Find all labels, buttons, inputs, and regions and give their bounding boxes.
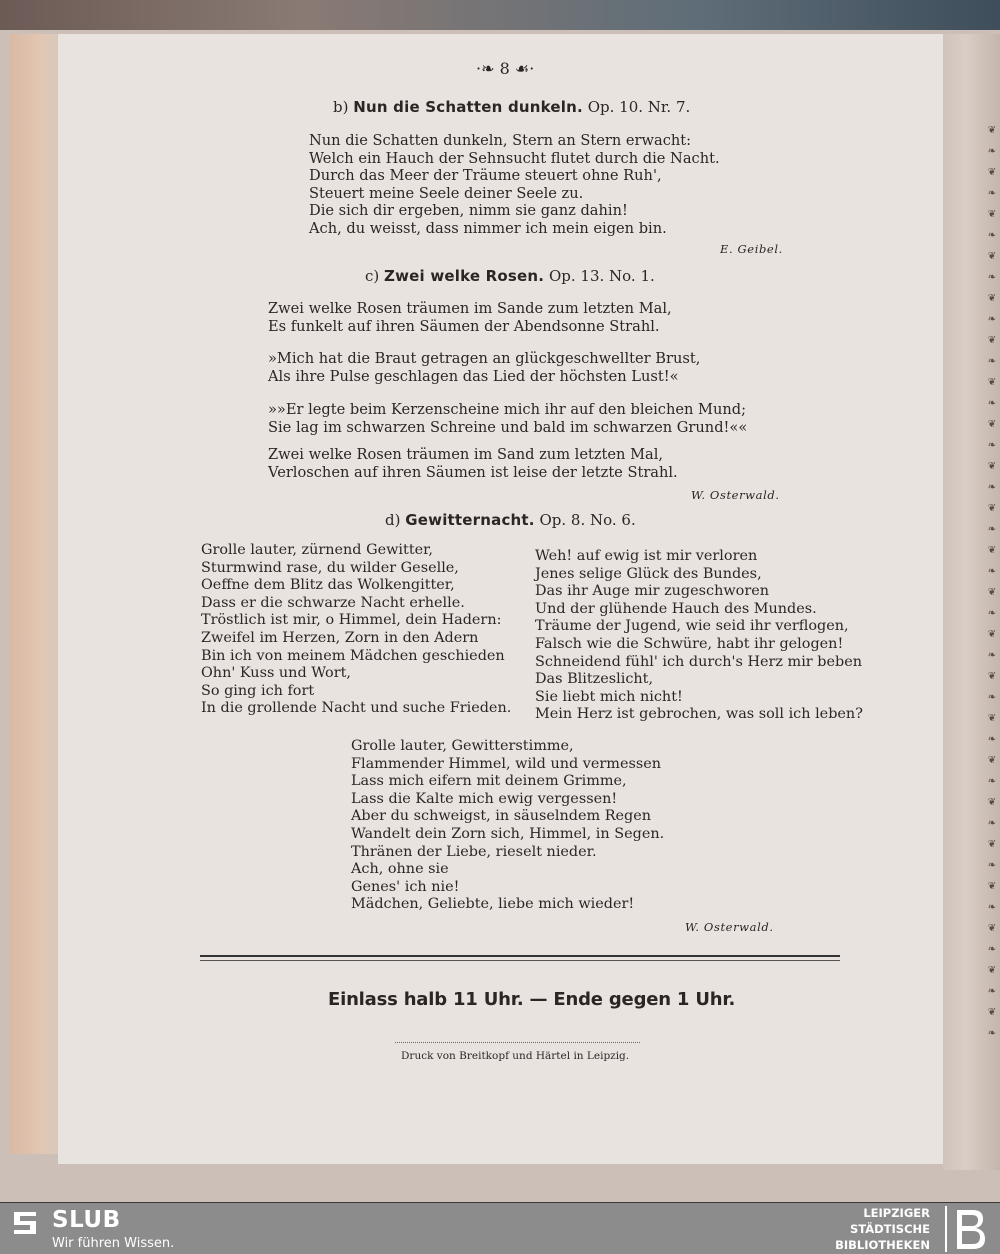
song-c-stanza-3: »»Er legte beim Kerzenscheine mich ihr auf den bleichen Mund; Sie lag im schwarzen Schreine und bald im schwarzen Grund!«« <box>268 401 748 436</box>
slub-tagline: Wir führen Wissen. <box>52 1236 175 1251</box>
admission-times: Einlass halb 11 Uhr. — Ende gegen 1 Uhr. <box>328 989 736 1010</box>
song-c-stanza-1: Zwei welke Rosen träumen im Sande zum letzten Mal, Es funkelt auf ihren Säumen der Abendsonne Strahl. <box>268 300 672 335</box>
section-divider <box>200 955 840 957</box>
song-d-right-column: Weh! auf ewig ist mir verloren Jenes selige Glück des Bundes, Das ihr Auge mir zugeschworen Und der glühende Hauch des Mundes. Träume der Jugend, wie seid ihr verflogen, Falsch wie die Schwüre, habt ihr gelogen! Schneidend fühl' ich durch's Herz mir beben Das Blitzeslicht, Sie liebt mich nicht! Mein Herz ist gebrochen, was soll ich leben? <box>535 548 863 723</box>
song-d-center-column: Grolle lauter, Gewitterstimme, Flammender Himmel, wild und vermessen Lass mich eifern mit deinem Grimme, Lass die Kalte mich ewig vergessen! Aber du schweigst, in säuselndem Regen Wandelt dein Zorn sich, Himmel, in Segen. Thränen der Liebe, rieselt nieder. Ach, ohne sie Genes' ich nie! Mädchen, Geliebte, liebe mich wieder! <box>351 738 665 913</box>
song-b-author: E. Geibel. <box>720 242 783 256</box>
left-page-edge <box>10 34 60 1154</box>
document-page <box>58 34 943 1164</box>
song-c-heading <box>365 267 655 285</box>
song-d-label: d) <box>385 511 401 529</box>
slub-name: SLUB <box>52 1207 121 1233</box>
song-b-text: Nun die Schatten dunkeln, Stern an Stern erwacht: Welch ein Hauch der Sehnsucht flutet durch die Nacht. Durch das Meer der Träume steuert ohne Ruh', Steuert meine Seele deiner Seele zu. Die sich dir ergeben, nimm sie ganz dahin! Ach, du weisst, dass nimmer ich mein eigen bin. <box>309 132 720 237</box>
song-d-left-column: Grolle lauter, zürnend Gewitter, Sturmwind rase, du wilder Geselle, Oeffne dem Blitz das Wolkengitter, Dass er die schwarze Nacht erhelle. Tröstlich ist mir, o Himmel, dein Hadern: Zweifel im Herzen, Zorn in den Adern Bin ich von meinem Mädchen geschieden Ohn' Kuss und Wort, So ging ich fort In die grollende Nacht und suche Frieden. <box>201 542 512 717</box>
printer-imprint: Druck von Breitkopf und Härtel in Leipzig. <box>401 1050 630 1062</box>
song-c-stanza-4: Zwei welke Rosen träumen im Sand zum letzten Mal, Verloschen auf ihren Säumen ist leise der letzte Strahl. <box>268 446 678 481</box>
song-c-title: Zwei welke Rosen. <box>384 267 545 285</box>
song-d-opus: Op. 8. No. 6. <box>539 511 636 529</box>
page-number: ·❧ 8 ☙· <box>476 59 535 78</box>
song-b-opus: Op. 10. Nr. 7. <box>587 98 691 116</box>
song-b-heading <box>333 98 690 116</box>
song-c-opus: Op. 13. No. 1. <box>548 267 655 285</box>
song-b-title: Nun die Schatten dunkeln. <box>353 98 583 116</box>
song-c-author: W. Osterwald. <box>691 488 780 502</box>
section-divider-thin <box>200 960 840 961</box>
slub-logo-icon <box>10 1208 40 1238</box>
library-name: LEIPZIGER STÄDTISCHE BIBLIOTHEKEN <box>835 1206 930 1252</box>
song-c-label: c) <box>365 267 380 285</box>
book-cover-background <box>0 0 1000 32</box>
song-b-label: b) <box>333 98 349 116</box>
song-d-title: Gewitternacht. <box>405 511 535 529</box>
song-d-heading <box>385 511 636 529</box>
printer-divider <box>395 1042 640 1043</box>
library-logo-icon <box>945 1206 989 1252</box>
ornament-border-icon: ❦ ❧ ❦ ❧ ❦ ❧ ❦ ❧ ❦ ❧ ❦ ❧ ❦ ❧ ❦ ❧ ❦ ❧ ❦ ❧ ❦ ❧ ❦ ❧ ❦ ❧ ❦ ❧ ❦ ❧ ❦ ❧ ❦ ❧ ❦ ❧ ❦ ❧ ❦ ❧ ❦ ❧ ❦ ❧ <box>987 125 997 1039</box>
song-c-stanza-2: »Mich hat die Braut getragen an glückgeschwellter Brust, Als ihre Pulse geschlagen das Lied der höchsten Lust!« <box>268 350 701 385</box>
song-d-author: W. Osterwald. <box>685 920 774 934</box>
